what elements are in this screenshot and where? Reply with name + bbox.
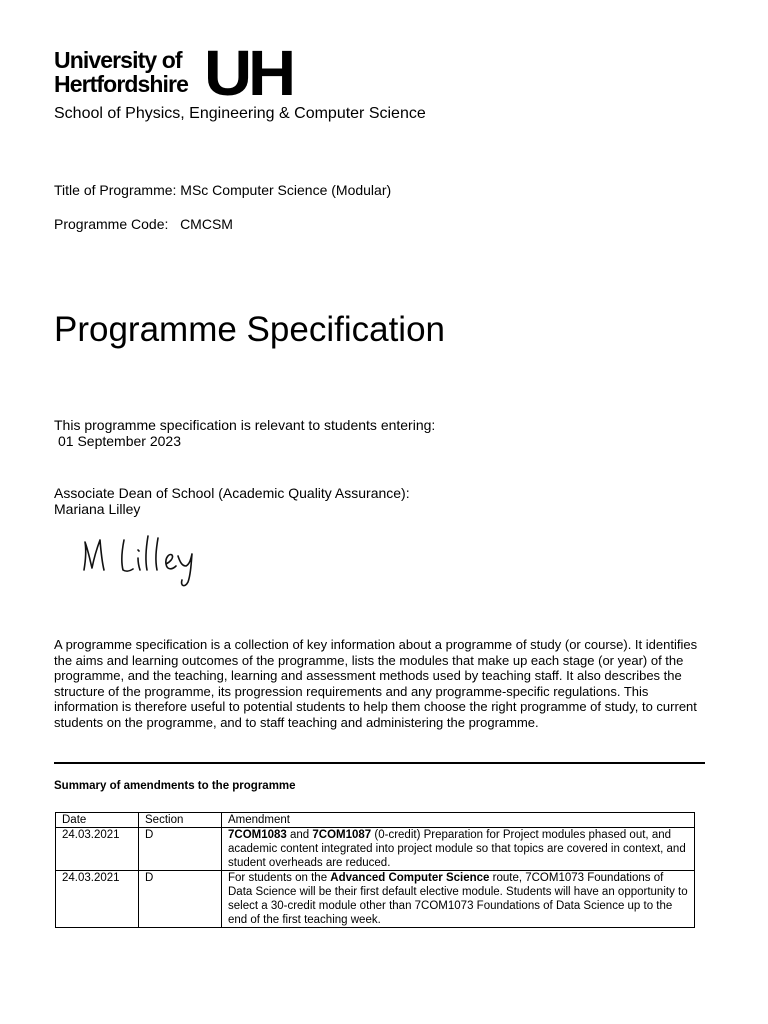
logo-line2: Hertfordshire — [54, 71, 188, 97]
table-row — [56, 828, 695, 871]
programme-code — [54, 216, 233, 232]
relevance-block — [54, 417, 435, 449]
column-header-section: Section — [139, 813, 222, 828]
relevance-text: This programme specification is relevant to students entering: — [54, 417, 436, 433]
signature — [78, 530, 218, 590]
row-date: 24.03.2021 — [56, 828, 139, 871]
table-row — [56, 871, 695, 928]
row-amendment — [222, 871, 695, 928]
row-section: D — [139, 871, 222, 928]
logo-wordmark — [54, 48, 188, 96]
amendment-text: (0-credit) Preparation for Project modules phased out, and academic content integrated into project module so that topics are covered in context, and student overheads are reduced. — [228, 829, 686, 869]
row-amendment — [222, 828, 695, 871]
amendments-title: Summary of amendments to the programme — [54, 780, 296, 792]
amendment-text: route, 7COM1073 Foundations of Data Science will be their first default elective module. Students will have an opportunity to select a 30-credit module other than 7COM1073 Foundations of Data Science up to the end of the first teaching week. — [228, 872, 688, 926]
programme-code-label: Programme Code: — [54, 216, 169, 232]
section-divider — [54, 762, 705, 764]
logo-line1: University of — [54, 47, 182, 73]
signatory-role: Associate Dean of School (Academic Quality Assurance): — [54, 485, 410, 501]
logo-mark-text: UH — [204, 49, 292, 97]
column-header-amendment: Amendment — [222, 813, 695, 828]
row-date: 24.03.2021 — [56, 871, 139, 928]
module-code: 7COM1087 — [312, 829, 372, 841]
table-header-row — [56, 813, 695, 828]
module-code: 7COM1083 — [228, 829, 287, 841]
programme-code-value: CMCSM — [180, 216, 233, 232]
signatory-block — [54, 485, 410, 517]
signatory-name: Mariana Lilley — [54, 501, 141, 517]
programme-title: Title of Programme: MSc Computer Science (Modular) — [54, 182, 392, 198]
route-name: Advanced Computer Science — [330, 872, 490, 884]
uh-logo-mark — [204, 49, 349, 97]
description-paragraph: A programme specification is a collection of key information about a programme of study (or course). It identifies the aims and learning outcomes of the programme, lists the modules that make up each stage (or year) of the programme, and the teaching, learning and assessment methods used by teaching staff. It also describes the structure of the programme, its progression requirements and any programme-specific regulations. This information is therefore useful to potential students to help them choose the right programme of study, to current students on the programme, and to staff teaching and administering the programme. — [54, 637, 698, 730]
school-name: School of Physics, Engineering & Computer Science — [54, 105, 426, 122]
column-header-date: Date — [56, 813, 139, 828]
amendment-text: and — [286, 829, 313, 841]
entry-date: 01 September 2023 — [58, 433, 181, 449]
amendments-table — [55, 812, 695, 928]
amendment-text: For students on the — [228, 872, 331, 884]
row-section: D — [139, 828, 222, 871]
document-title: Programme Specification — [54, 310, 445, 349]
